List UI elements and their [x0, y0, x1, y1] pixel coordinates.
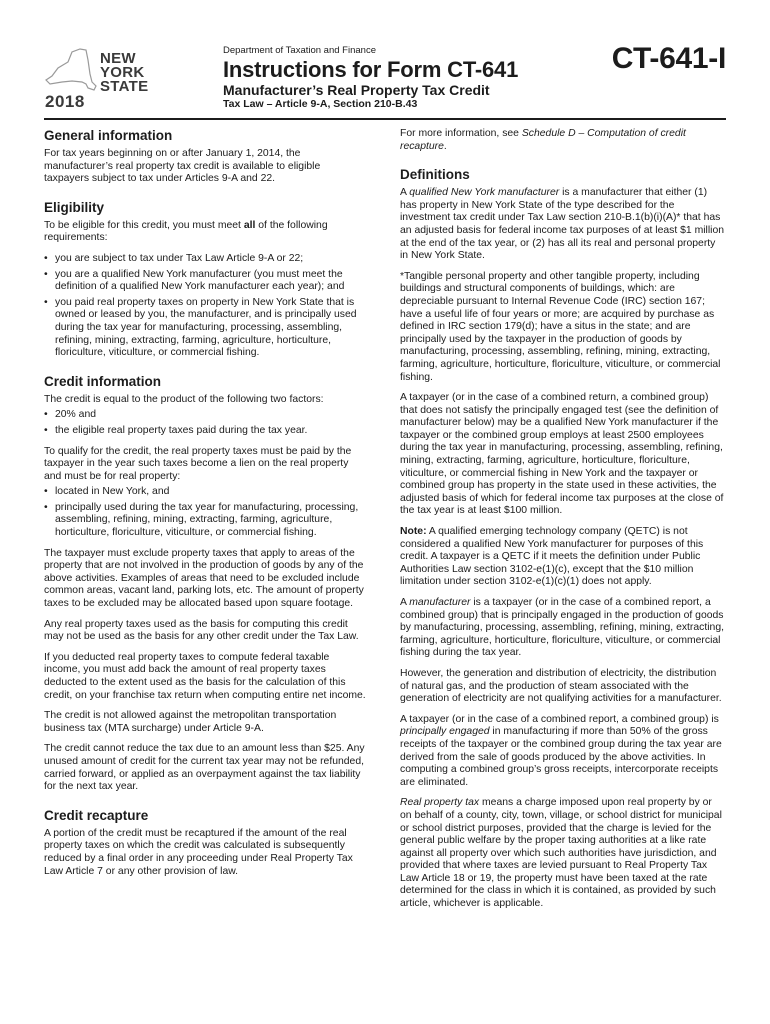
department-name: Department of Taxation and Finance: [223, 45, 376, 56]
text-span: A qualified emerging technology company (QETC) is not considered a qualified New York manufacturer for purposes of this credit. A taxpayer is a QETC if it meets the definition under Public Authorities Law section 3102-e(1)(c), except that the $10 million limitation under section 3102-e(1)(c)(1) does not apply.: [400, 526, 704, 588]
list-item: • you paid real property taxes on property in New York State that is owned or leased by you, the manufacturer, and is principally used during the tax year for manufacturing, processing, assembling, refining, mining, extracting, farming, agriculture, horticulture, floriculture, viticulture, or commercial fishing.: [44, 297, 366, 360]
header-divider: [44, 118, 726, 120]
logo-year: 2018: [45, 92, 85, 111]
eligibility-intro: [44, 220, 366, 245]
list-item: • located in New York, and: [44, 486, 366, 499]
list-item: • the eligible real property taxes paid during the tax year.: [44, 425, 366, 438]
tangible-property-paragraph: *Tangible personal property and other tangible property, including buildings and structural components of buildings, which: are depreciable pursuant to Internal Revenue Code (IRC) section 167; have a useful life of four years or more; are acquired by purchase as defined in IRC section 179(d); have a situs in the state; and are principally used by the taxpayer in the production of goods by manufacturing, processing, assembling, refining, mining, extracting, farming, agriculture, horticulture, floriculture, viticulture, or commercial fishing.: [400, 270, 721, 383]
mta-paragraph: The credit is not allowed against the metropolitan transportation business tax (MTA surcharge) under Article 9-A.: [44, 710, 337, 734]
page-title: Instructions for Form CT-641: [223, 57, 519, 82]
text-span: is a manufacturer that either (1) has property in New York State of the type described for the investment tax credit under Tax Law section 210-B.1(b)(i)(A)* that has an adjusted basis for federal income tax purposes of at least $1 million at the end of the tax year, or (2) has all its real and personal property in New York State.: [400, 187, 725, 262]
form-subtitle: Manufacturer’s Real Property Tax Credit: [223, 82, 490, 98]
exclude-paragraph: The taxpayer must exclude property taxes that apply to areas of the property that are not involved in the production of goods by any of the above activities. Examples of areas that need to be excluded include common areas, vacant land, parking lots, etc. The amount of property taxes to be excluded may be allocated based upon square footage.: [44, 547, 364, 610]
section-heading-eligibility: Eligibility: [44, 199, 105, 215]
logo-word: YORK: [100, 64, 145, 81]
definition-principally-engaged: [400, 714, 726, 790]
however-paragraph: However, the generation and distribution of electricity, the distribution of natural gas, and the production of steam associated with the generation of electricity are not qualifying activities for a manufacturer.: [400, 667, 722, 705]
text-span: .: [443, 140, 447, 152]
left-column: [44, 128, 366, 886]
defined-term: Real property tax: [400, 797, 480, 809]
logo-word: STATE: [100, 78, 149, 95]
new-york-state-map-icon: [42, 46, 100, 94]
defined-term: manufacturer: [409, 597, 471, 608]
schedule-d-reference: Schedule D – Computation of credit recapture: [400, 128, 686, 152]
federal-addback-paragraph: If you deducted real property taxes to compute federal taxable income, you must add back the amount of real property taxes deducted to the extent used as the basis for the calculation of this credit, on your franchise tax return when computing entire net income.: [44, 651, 366, 701]
section-heading-credit-recapture: Credit recapture: [44, 807, 149, 823]
text-span: means a charge imposed upon real property by or on behalf of a county, city, town, village, or school district for municipal or school district purposes, provided that the charge is levied for the general public welfare by the proper taxing authorities at a like rate against all property over which such authorities have jurisdiction, and provided that where taxes are levied pursuant to Real Property Tax Law Article 18 or 19, the property must have been taxed at the rate determined for the class in which it is contained, as provided by such article, whichever is applicable.: [400, 797, 722, 910]
emphasis-all: all: [243, 219, 256, 231]
text-span: For more information, see: [400, 128, 522, 139]
defined-term: principally engaged: [400, 726, 490, 738]
list-item: • you are a qualified New York manufacturer (you must meet the definition of a qualified New York manufacturer each year); and: [44, 269, 366, 294]
form-number: CT-641-I: [611, 42, 726, 75]
text-span: To be eligible for this credit, you must meet: [44, 219, 244, 231]
qetc-note: [400, 526, 726, 589]
defined-term: qualified New York manufacturer: [409, 187, 560, 199]
recapture-paragraph: A portion of the credit must be recaptured if the amount of the real property taxes on which the credit was calculated is subsequently reduced by a final order in any proceeding under Real Property Tax Law Article 7 or any other provision of law.: [44, 827, 353, 877]
definition-real-property-tax: [400, 797, 726, 910]
more-info-paragraph: [400, 128, 726, 153]
credit-limit-paragraph: The credit cannot reduce the tax due to an amount less than $25. Any unused amount of credit for the current tax year may not be refunded, carried forward, or applied as an overpayment against the tax liability for the next tax year.: [44, 743, 365, 793]
general-paragraph: For tax years beginning on or after January 1, 2014, the manufacturer’s real property tax credit is available to eligible taxpayers subject to tax under Articles 9-A and 22.: [44, 148, 321, 185]
credit-info-intro: The credit is equal to the product of the following two factors:: [44, 393, 324, 405]
basis-paragraph: Any real property taxes used as the basis for computing this credit may not be used as the basis for any other credit under the Tax Law.: [44, 618, 359, 643]
section-heading-credit-information: Credit information: [44, 373, 161, 389]
credit-factors-list: [44, 409, 366, 437]
eligibility-list: [44, 253, 366, 360]
text-span: A taxpayer (or in the case of a combined report, a combined group) is: [400, 713, 719, 725]
text-span: is a taxpayer (or in the case of a combined report, a combined group) that is principally engaged in the production of goods by manufacturing, processing, assembling, refining, mining, extracting, farming, agriculture, horticulture, floriculture, viticulture, or commercial fishing during the tax year.: [400, 597, 725, 659]
combined-group-paragraph: A taxpayer (or in the case of a combined return, a combined group) that does not satisfy the principally engaged test (see the definition of manufacturer below) may be a qualified New York manufacturer if the taxpayer or the combined group employs at least 2500 employees during the tax year in manufacturing, processing, assembling, refining, mining, extracting, farming, agriculture, horticulture, floriculture, viticulture, or commercial fishing in New York and the taxpayer or combined group has property in the state used in these activities, the adjusted basis of which for federal income tax purposes at the close of the tax year is at least $100 million.: [400, 392, 724, 517]
definition-qualified-manufacturer: [400, 187, 726, 263]
section-heading-definitions: Definitions: [400, 167, 470, 183]
tax-law-reference: Tax Law – Article 9-A, Section 210-B.43: [223, 98, 418, 110]
list-item: • 20% and: [44, 409, 366, 422]
definition-manufacturer: [400, 597, 726, 660]
list-item: • principally used during the tax year for manufacturing, processing, assembling, refining, mining, extracting, farming, agriculture, horticulture, floriculture, viticulture, or commercial fishing.: [44, 502, 366, 540]
qualify-paragraph: To qualify for the credit, the real property taxes must be paid by the taxpayer in the year such taxes become a lien on the real property and must be for real property:: [44, 445, 352, 482]
text-span: in manufacturing if more than 50% of the gross receipts of the taxpayer or the combined group during the tax year are derived from the sale of goods produced by the above activities. In computing a combined group’s gross receipts, intercorporate receipts are eliminated.: [400, 726, 722, 788]
section-heading-general-information: General information: [44, 128, 173, 143]
right-column: [400, 128, 726, 919]
text-span: A: [400, 187, 410, 199]
nys-logo: [40, 40, 190, 116]
text-span: A: [400, 597, 410, 608]
note-label: Note:: [400, 526, 427, 538]
logo-word: NEW: [100, 50, 136, 67]
list-item: • you are subject to tax under Tax Law Article 9-A or 22;: [44, 253, 366, 266]
qualify-list: [44, 486, 366, 539]
text-span: of the following requirements:: [44, 219, 328, 244]
logo-wordmark: [100, 52, 148, 94]
